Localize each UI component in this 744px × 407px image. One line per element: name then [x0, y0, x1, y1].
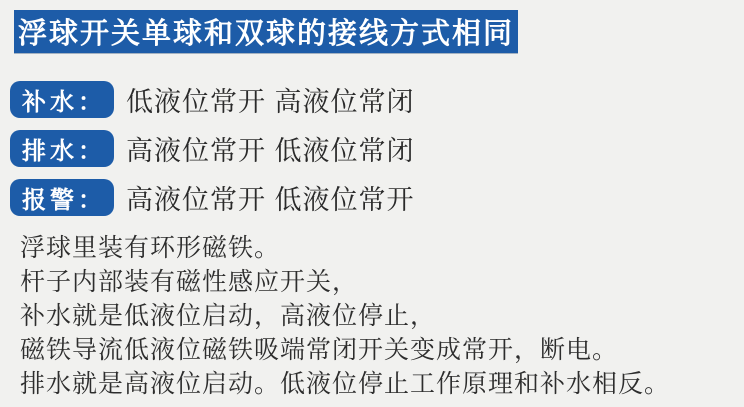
explanation-line: 排水就是高液位启动。低液位停止工作原理和补水相反。 — [20, 370, 671, 398]
badge-bushui: 补水： — [10, 81, 114, 118]
wiring-text-baojing: 高液位常开 低液位常开 — [126, 185, 415, 215]
explanation-line: 杆子内部装有磁性感应开关， — [20, 268, 359, 296]
explanation-line: 磁铁导流低液位磁铁吸端常闭开关变成常开，断电。 — [20, 336, 619, 364]
wiring-row-paishui — [10, 129, 415, 168]
wiring-rows — [10, 80, 415, 217]
wiring-text-paishui: 高液位常开 低液位常闭 — [126, 136, 415, 166]
page-title: 浮球开关单球和双球的接线方式相同 — [17, 18, 514, 50]
badge-baojing: 报警： — [10, 179, 114, 216]
wiring-row-baojing — [10, 178, 415, 217]
explanation-line: 浮球里装有环形磁铁。 — [20, 234, 281, 262]
explanation-line: 补水就是低液位启动，高液位停止， — [20, 302, 437, 330]
title-banner — [14, 10, 518, 53]
explanation-paragraph — [20, 231, 740, 401]
wiring-row-bushui — [10, 80, 415, 119]
wiring-text-bushui: 低液位常开 高液位常闭 — [126, 87, 415, 117]
badge-paishui: 排水： — [10, 130, 114, 167]
